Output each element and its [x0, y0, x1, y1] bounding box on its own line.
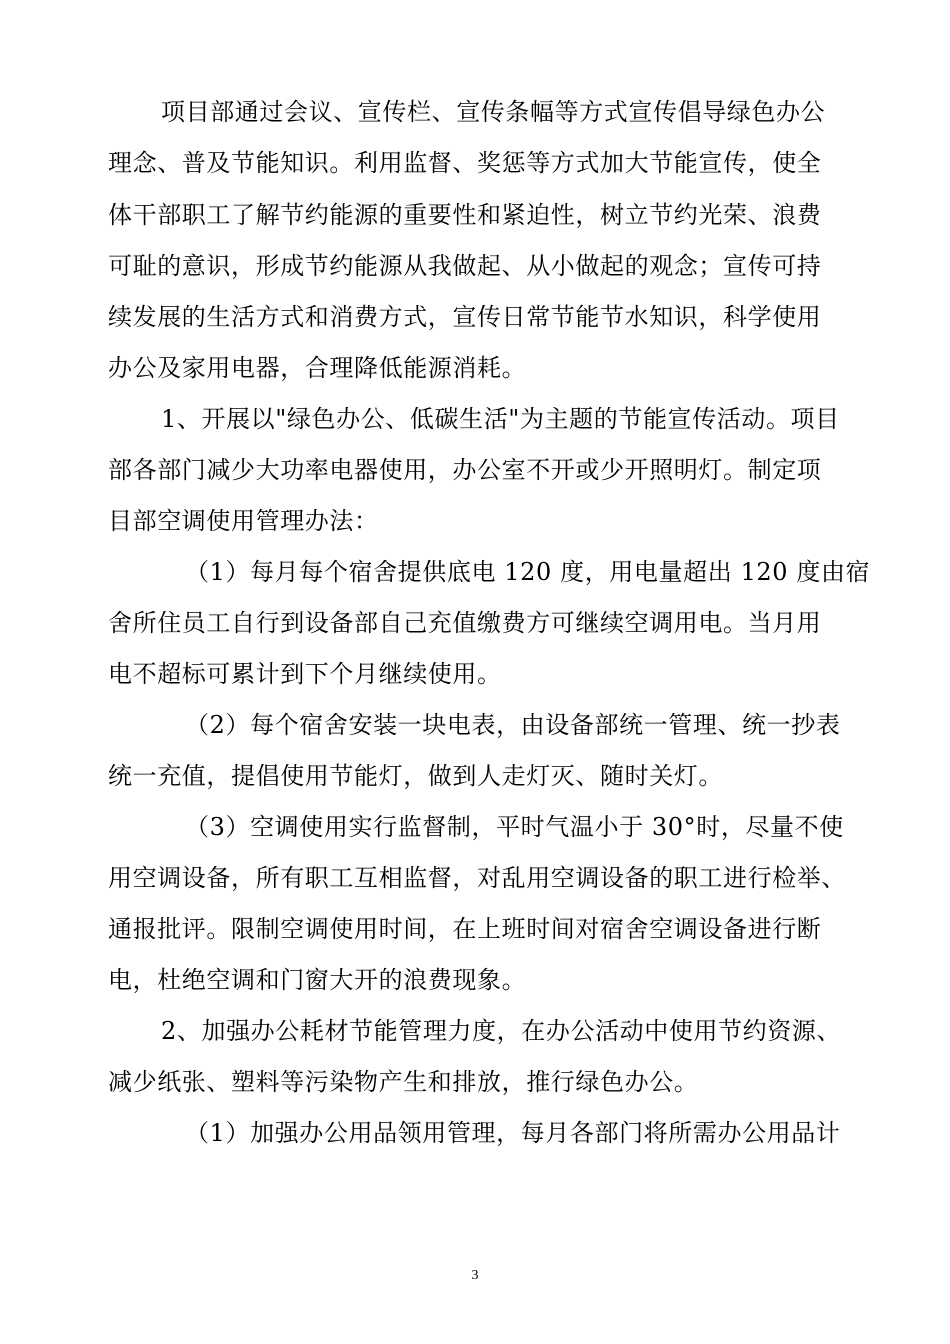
paragraph-line: 办公及家用电器，合理降低能源消耗。 — [108, 354, 527, 382]
paragraph-line: 可耻的意识，形成节约能源从我做起、从小做起的观念；宣传可持 — [108, 252, 822, 280]
paragraph-line: （2）每个宿舍安装一块电表，由设备部统一管理、统一抄表 — [185, 711, 841, 739]
paragraph-line: 续发展的生活方式和消费方式，宣传日常节能节水知识，科学使用 — [108, 303, 822, 331]
paragraph-line: 目部空调使用管理办法： — [108, 507, 379, 535]
paragraph-line: 2、加强办公耗材节能管理力度，在办公活动中使用节约资源、 — [161, 1017, 842, 1045]
paragraph-line: 部各部门减少大功率电器使用，办公室不开或少开照明灯。制定项 — [108, 456, 822, 484]
paragraph-line: 1、开展以"绿色办公、低碳生活"为主题的节能宣传活动。项目 — [161, 405, 840, 433]
page-number: 3 — [471, 1268, 479, 1283]
paragraph-line: （1）每月每个宿舍提供底电 120 度，用电量超出 120 度由宿 — [185, 558, 871, 586]
paragraph-line: 体干部职工了解节约能源的重要性和紧迫性，树立节约光荣、浪费 — [108, 201, 822, 229]
paragraph-line: 统一充值，提倡使用节能灯，做到人走灯灭、随时关灯。 — [108, 762, 723, 790]
paragraph-line: 电不超标可累计到下个月继续使用。 — [108, 660, 502, 688]
paragraph-line: 用空调设备，所有职工互相监督，对乱用空调设备的职工进行检举、 — [108, 864, 846, 892]
paragraph-line: 通报批评。限制空调使用时间，在上班时间对宿舍空调设备进行断 — [108, 915, 822, 943]
paragraph-line: 舍所住员工自行到设备部自己充值缴费方可继续空调用电。当月用 — [108, 609, 822, 637]
paragraph-line: 减少纸张、塑料等污染物产生和排放，推行绿色办公。 — [108, 1068, 699, 1096]
paragraph-line: 电，杜绝空调和门窗大开的浪费现象。 — [108, 966, 527, 994]
paragraph-line: （1）加强办公用品领用管理，每月各部门将所需办公用品计 — [185, 1119, 841, 1147]
paragraph-line: 理念、普及节能知识。利用监督、奖惩等方式加大节能宣传，使全 — [108, 149, 822, 177]
paragraph-line: （3）空调使用实行监督制，平时气温小于 30°时，尽量不使 — [185, 813, 844, 841]
paragraph-line: 项目部通过会议、宣传栏、宣传条幅等方式宣传倡导绿色办公 — [161, 98, 826, 126]
